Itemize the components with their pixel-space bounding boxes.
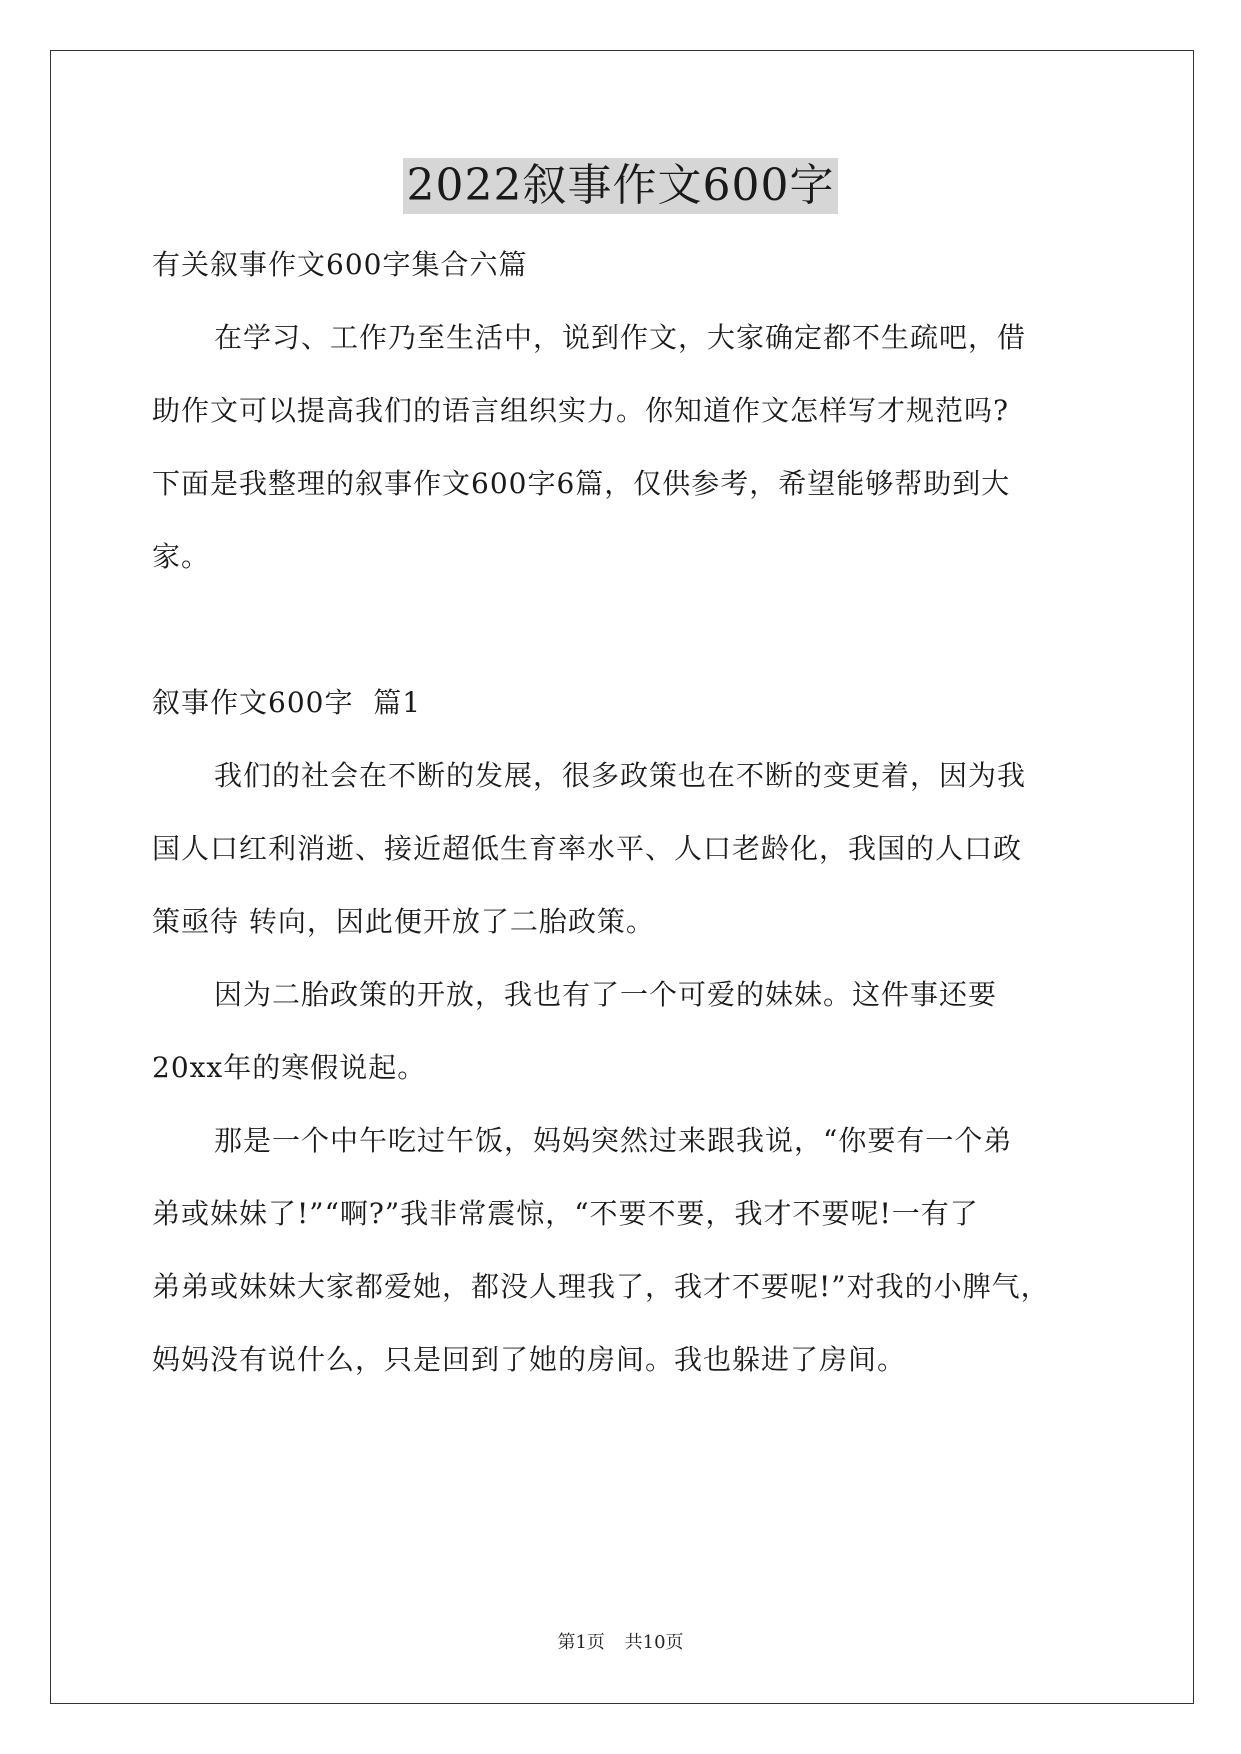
document-body [152, 228, 1092, 1396]
blank-line [152, 593, 1092, 666]
paragraph-line: 策亟待 转向，因此便开放了二胎政策。 [152, 905, 655, 938]
intro-line: 在学习、工作乃至生活中，说到作文，大家确定都不生疏吧，借 [214, 321, 1027, 354]
intro-line: 下面是我整理的叙事作文600字6篇，仅供参考，希望能够帮助到大 [152, 467, 1011, 500]
document-subtitle: 有关叙事作文600字集合六篇 [152, 248, 528, 281]
paragraph-line: 因为二胎政策的开放，我也有了一个可爱的妹妹。这件事还要 [214, 978, 998, 1011]
paragraph-line: 国人口红利消逝、接近超低生育率水平、人口老龄化，我国的人口政 [152, 832, 1023, 865]
paragraph-line: 弟弟或妹妹大家都爱她，都没人理我了，我才不要呢!”对我的小脾气， [152, 1270, 1050, 1303]
paragraph-line: 我们的社会在不断的发展，很多政策也在不断的变更着，因为我 [214, 759, 1027, 792]
title-block [0, 158, 1241, 214]
document-title: 2022叙事作文600字 [403, 158, 839, 214]
paragraph-line: 弟或妹妹了!”“啊?”我非常震惊，“不要不要，我才不要呢!一有了 [152, 1197, 979, 1230]
paragraph-line: 妈妈没有说什么，只是回到了她的房间。我也躲进了房间。 [152, 1343, 907, 1376]
paragraph-line: 20xx年的寒假说起。 [152, 1051, 427, 1084]
section-heading: 叙事作文600字 篇1 [152, 686, 422, 719]
intro-line: 助作文可以提高我们的语言组织实力。你知道作文怎样写才规范吗? [152, 394, 1010, 427]
page-number: 第1页 [557, 1632, 605, 1653]
page-total: 共10页 [624, 1632, 684, 1653]
page-footer [0, 1628, 1241, 1654]
intro-line: 家。 [152, 540, 211, 573]
paragraph-line: 那是一个中午吃过午饭，妈妈突然过来跟我说，“你要有一个弟 [214, 1124, 1013, 1157]
